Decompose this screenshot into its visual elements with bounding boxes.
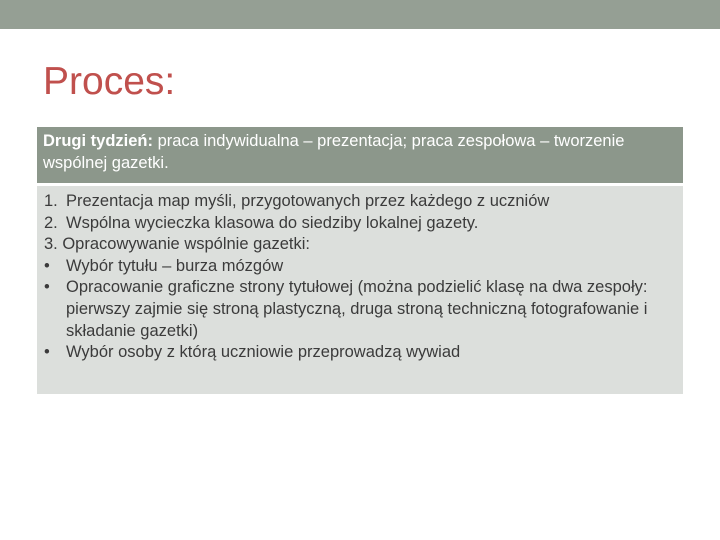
list-item <box>44 191 675 213</box>
bullet-icon: • <box>44 256 50 275</box>
list-item-text: Opracowanie graficzne strony tytułowej (można podzielić klasę na dwa zespoły: pierwszy zajmie się stroną plastyczną, druga stroną techniczną fotografowanie i składanie gazetki) <box>66 278 648 340</box>
list-item <box>44 234 675 256</box>
list-item-text: Wybór tytułu – burza mózgów <box>66 256 284 275</box>
list-number: 1. <box>44 192 58 210</box>
list-item <box>44 277 675 342</box>
list-item <box>44 342 675 364</box>
header-box <box>37 127 683 183</box>
list-item-text: 3. Opracowywanie wspólnie gazetki: <box>44 235 310 254</box>
list-item-text: Prezentacja map myśli, przygotowanych przez każdego z uczniów <box>66 192 550 210</box>
list-item <box>44 256 675 278</box>
bullet-icon: • <box>44 343 50 362</box>
list-item <box>44 213 675 235</box>
header-label: Drugi tydzień: <box>43 132 153 150</box>
top-decorative-band <box>0 0 720 29</box>
content-box <box>37 186 683 394</box>
bullet-icon: • <box>44 278 50 297</box>
slide-title: Proces: <box>43 60 176 103</box>
list-number: 2. <box>44 213 58 232</box>
list-item-text: Wybór osoby z którą uczniowie przeprowadzą wywiad <box>66 343 461 362</box>
list-item-text: Wspólna wycieczka klasowa do siedziby lokalnej gazety. <box>66 213 479 232</box>
header-text: praca indywidualna – prezentacja; praca zespołowa – tworzenie wspólnej gazetki. <box>43 132 625 172</box>
